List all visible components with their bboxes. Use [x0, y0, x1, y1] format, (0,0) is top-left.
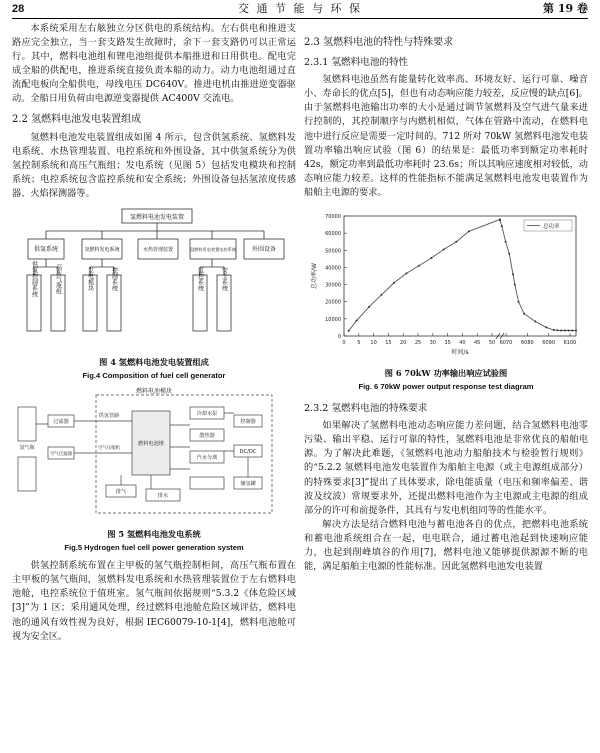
y-tick-label: 20000: [325, 299, 341, 306]
page-number: 28: [12, 3, 25, 15]
x-tick-label: 50: [488, 340, 496, 347]
fig5-label: 排水: [157, 493, 169, 500]
fig4-sub-label: 安全系统: [220, 267, 228, 292]
subsection-heading: 2.3.2 氢燃料电池的特殊要求: [304, 403, 428, 415]
fig5-label: 燃料电池堆: [138, 441, 164, 448]
data-point: [499, 219, 501, 221]
fig5-label: 汽水分离: [196, 455, 218, 462]
y-tick-label: 50000: [325, 248, 341, 255]
data-point: [557, 329, 559, 331]
paragraph: 解决方法是结合燃料电池与蓄电池各自的优点，把燃料电池系统和蓄电池系统组合在一起，电电联合，通过蓄电池起到快速响应能力，也起到削峰填谷的作用[7]，燃料电池又能够提供源源不断的电能，满足船舶主电源的性能标准。因此氢燃料电池发电装置: [304, 518, 588, 573]
fig5-label: 散热器: [199, 433, 215, 440]
data-point: [393, 282, 395, 284]
y-tick-label: 70000: [325, 214, 341, 221]
y-tick-label: 0: [337, 334, 341, 341]
data-point: [348, 330, 350, 332]
figure-4-caption-en: Fig.4 Composition of fuel cell generator: [82, 371, 226, 381]
x-tick-label: 0: [342, 340, 346, 347]
fig5-label: 冷却水泵: [196, 411, 218, 418]
data-point: [508, 253, 510, 255]
y-tick-label: 30000: [325, 282, 341, 289]
fig5-label: 空气过滤器: [50, 452, 72, 458]
figure-6-caption-en: Fig. 6 70kW power output response test diagram: [358, 382, 534, 392]
y-tick-label: 40000: [325, 265, 341, 272]
fig5-label: 排气: [115, 489, 127, 496]
subsection-heading: 2.3.1 氢燃料电池的特性: [304, 57, 409, 69]
x-tick-label: 25: [414, 340, 422, 347]
fig5-label: 氢气瓶: [19, 445, 35, 452]
data-point: [560, 330, 562, 332]
right-column: [304, 22, 588, 574]
x-tick-label: 45: [474, 340, 481, 347]
figure-5-caption-en: Fig.5 Hydrogen fuel cell power generation system: [64, 543, 244, 553]
figure-5-caption: 图 5 氢燃料电池发电系统: [107, 529, 201, 540]
volume-label: 第 19 卷: [543, 2, 588, 15]
data-point: [380, 294, 382, 296]
section-heading: 2.3 氢燃料电池的特性与特殊要求: [304, 37, 454, 48]
data-point: [523, 313, 525, 315]
fig4-l1-label: 外围设备: [251, 246, 277, 254]
fig5-label: 控制器: [240, 419, 256, 426]
x-tick-label: 15: [385, 340, 392, 347]
x-tick-label: 10: [370, 340, 377, 347]
journal-title: 交 通 节 能 与 环 保: [238, 2, 362, 15]
data-point: [568, 330, 570, 332]
data-point: [545, 326, 547, 328]
y-tick-label: 10000: [325, 316, 341, 323]
fig5-label: 空气压缩机: [98, 446, 120, 452]
data-point: [368, 306, 370, 308]
series-line: [349, 219, 576, 331]
data-point: [405, 272, 407, 274]
data-point: [553, 329, 555, 331]
left-column: [12, 22, 296, 644]
paragraph: 供氢控制系统布置在主甲板的氢气瓶控制柜间，高压气瓶布置在主甲板的氢气瓶间，氢燃料发电系统和水热管理装置位于左右燃料电池舱，电控系统位于值班室。氢气瓶间依据规则“5.3.2《体危险区域[3]”为 1 区；采用通风处理，经过燃料电池舱危险区域评估，燃料电池的通风有效性视为良好，根据 IEC60079-10-1[4]，燃料电池舱可视为安全区。: [12, 560, 296, 642]
data-point: [534, 320, 536, 322]
figure-5-diagram: [12, 385, 296, 527]
data-point: [505, 241, 507, 243]
data-point: [514, 284, 516, 286]
fig4-sub-label: 发电模块: [86, 267, 94, 292]
fig4-sub-label: 高压气瓶组: [54, 264, 62, 295]
data-point: [455, 241, 457, 243]
y-tick-label: 60000: [325, 231, 341, 238]
data-point: [571, 330, 573, 332]
data-point: [501, 225, 503, 227]
data-point: [418, 265, 420, 267]
data-point: [564, 330, 566, 332]
paragraph: 氢燃料电池发电装置组成如图 4 所示，包含供氢系统、氢燃料发电系统、水热管理装置、电控系统和外围设备，其中供氢系统分为供氢控制系统和高压气瓶组；发电系统（见图 5）包括发电模块和控制系统；电控系统包含监控系统和安全系统；外围设备包括氢浓度传感器、火焰探测器等。: [12, 131, 296, 200]
figure-6-chart: [304, 206, 588, 366]
x-tick-label: 40: [459, 340, 466, 347]
fig4-root-label: 氢燃料电池发电装置: [129, 214, 185, 222]
fig4-l1-label: 氢燃料发电装置电控系统: [189, 247, 237, 253]
fig5-title: 燃料电池模块: [135, 388, 173, 396]
data-point: [443, 248, 445, 250]
fig4-l1-label: 氢燃料发电系统: [84, 247, 120, 254]
x-tick-label: 30: [429, 340, 436, 347]
page-header: [12, 0, 588, 19]
x-tick-label: 20: [400, 340, 407, 347]
x-axis-label: 时间/s: [451, 349, 469, 357]
data-point: [512, 273, 514, 275]
data-point: [468, 230, 470, 232]
paragraph: 本系统采用左右舷独立分区供电的系统结构。左右供电和推进支路应完全独立，当一套支路发生故障时，余下一套支路仍可以正常运行。其中，燃料电池组和锂电池组提供本船推进和日用供电。配电完成全船的供配电，推进系统直接负责本船的动力。动力电池组通过直流配电板向全船供电，母线电压 DC640V。推进电机由推进逆变器驱动。全船日用负荷由电源逆变器提供 AC400V 交流电。: [12, 23, 296, 105]
data-point: [430, 257, 432, 259]
data-point: [518, 301, 520, 303]
fig4-sub-label: 监控系统: [196, 267, 204, 292]
fig5-label: 过滤器: [53, 419, 69, 426]
figure-6-caption: 图 6 70kW 功率输出响应试验图: [384, 368, 508, 379]
x-tick-label: 6080: [520, 340, 534, 347]
figure-4-diagram: [12, 205, 296, 355]
paragraph: 如果解决了氢燃料电池动态响应能力差问题，结合氢燃料电池零污染、输出平稳、运行可靠的特性，氢燃料电池是非常优良的船舶电源。为了解决此难题，《氢燃料电池动力船舶技术与检验暂行规则》的“5.2.2 氢燃料电池发电装置作为船舶主电源（或主电源组成部分）的特殊要求[3]”提出了具体要求，除电能质量（电压和频率偏差、谐波及纹波）常规要求外，还提出燃料电池作为主电源或主电源的组成部分的许可和前提条件，其具有与发电机组同等的性能水平。: [304, 420, 588, 516]
x-tick-label: 6090: [542, 340, 556, 347]
data-point: [356, 320, 358, 322]
fig4-l1-label: 水热管理装置: [142, 247, 174, 254]
fig4-sub-label: 供氢控制系统: [30, 261, 38, 298]
x-tick-label: 5: [357, 340, 361, 347]
x-tick-label: 35: [444, 340, 451, 347]
y-axis-label: 总功率/W: [311, 263, 318, 290]
fig5-label: DC/DC: [239, 449, 257, 456]
x-tick-label: 6100: [563, 340, 577, 347]
x-tick-label: 6070: [499, 340, 513, 347]
legend-label: 总功率: [543, 224, 560, 231]
paragraph: 氢燃料电池虽然有能量转化效率高、环境友好、运行可靠、噪音小、寿命长的优点[5]，但也有动态响应能力较差，反应慢的缺点[6]。由于氢燃料电池输出功率的大小是通过调节氢燃料及空气进气量来进行控制的，其控制顺序与内燃机相似，气体在管路中流动，在燃料电池中进行反应是需要一定时间的。712 所对 70kW 氢燃料电池发电装置功率输出响应试验（图 6）的结果是：最低功率到额定功率耗时 42s，额定功率到最低功率耗时 23.6s；所以其响应速度相对较低，动态响应能力较差。这样的性能指标不能满足氢燃料电池发电装置作为船舶主电源的要求。: [304, 74, 588, 198]
section-heading: 2.2 氢燃料电池发电装置组成: [12, 113, 142, 125]
figure-4-caption: 图 4 氢燃料电池发电装置组成: [99, 357, 209, 368]
fig4-l1-label: 供氢系统: [33, 246, 59, 254]
fig5-label: 储氢罐: [240, 481, 256, 488]
fig5-label: 供氢管路: [98, 413, 120, 420]
data-point: [575, 330, 577, 332]
fig4-sub-label: 控制系统: [110, 267, 118, 292]
plot-frame: [344, 216, 576, 336]
